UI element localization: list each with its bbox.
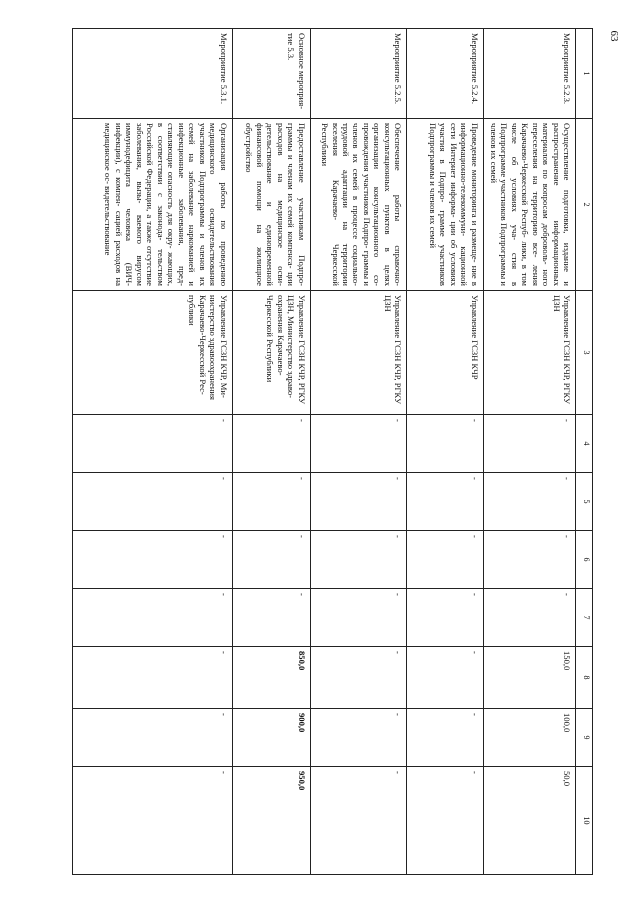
- value-cell: -: [310, 647, 407, 709]
- table-row: [483, 29, 575, 875]
- value-cell: -: [310, 415, 407, 473]
- column-number: 6: [576, 531, 593, 589]
- value-cell: -: [310, 589, 407, 647]
- value-cell: -: [483, 473, 575, 531]
- table-row: [73, 29, 233, 875]
- value-cell: 100,0: [483, 709, 575, 767]
- rotated-page-content: [72, 28, 593, 874]
- value-cell: 950,0: [232, 767, 310, 875]
- value-cell: -: [310, 767, 407, 875]
- measure-id: Основное мероприя- тие 5.3.: [232, 29, 310, 119]
- value-cell: -: [73, 709, 233, 767]
- column-number-row: [576, 29, 593, 875]
- measure-description: Проведение мониторинга и размеще- ние в информационно-телекоммуни- кационной сети Интернет информа- ции об условиях участия в Подпро- грамме участников Подпрограммы и членов их семей: [407, 119, 483, 291]
- value-cell: -: [407, 709, 483, 767]
- value-cell: 50,0: [483, 767, 575, 875]
- value-cell: 850,0: [232, 647, 310, 709]
- measure-id: Мероприятие 5.2.4.: [407, 29, 483, 119]
- column-number: 10: [576, 767, 593, 875]
- value-cell: -: [483, 415, 575, 473]
- measure-executor: Управление ГСЗН КЧР, РГКУ ЦЗН, Министерство здраво- охранения Карачаево- Черкесской Республики: [232, 291, 310, 415]
- value-cell: 150,0: [483, 647, 575, 709]
- program-table: [72, 28, 593, 875]
- value-cell: -: [407, 531, 483, 589]
- value-cell: -: [407, 767, 483, 875]
- value-cell: -: [310, 473, 407, 531]
- value-cell: -: [310, 709, 407, 767]
- column-number: 1: [576, 29, 593, 119]
- measure-description: Обеспечение работы справочно- консультационных пунктов в целях организации консультационного со- провождения участников Подпро- граммы и членов их семей в процессе социально-трудовой адаптации на территории вселения Карачаево- Черкесской Республики: [310, 119, 407, 291]
- value-cell: -: [232, 589, 310, 647]
- column-number: 7: [576, 589, 593, 647]
- measure-executor: Управление ГСЗН КЧР, РГКУ ЦЗН: [483, 291, 575, 415]
- measure-description: Осуществление подготовки, издание и распространение информационных материалов по вопросам доброволь- ного переселения на территорию все- ления Карачаево-Черкесской Респуб- лики, в том числе об условиях уча- стия в Подпрограмме участников Подпрограммы и членов их семей: [483, 119, 575, 291]
- value-cell: -: [232, 473, 310, 531]
- measure-description: Организация работы по проведению медицинского освидетельствования участников Подпрограммы и членов их семей на заболевание наркоманией и инфекционные заболевания, пред- ставляющие опасность для окру- жающих, в соответствии с законода- тельством Российской Федерации, а также отсутствие заболевания, вызы- ваемого вирусом иммунодефицита человека (ВИЧ-инфекции), с компен- сацией расходов на медицинское ос- видетельствование: [73, 119, 233, 291]
- column-number: 2: [576, 119, 593, 291]
- measure-id: Мероприятие 5.3.1.: [73, 29, 233, 119]
- value-cell: -: [73, 767, 233, 875]
- column-number: 4: [576, 415, 593, 473]
- measure-executor: Управление ГСЗН КЧР, Ми- нистерство здравоохранения Карачаево-Черкесской Рес- публики: [73, 291, 233, 415]
- value-cell: 900,0: [232, 709, 310, 767]
- value-cell: -: [310, 531, 407, 589]
- table-row: [407, 29, 483, 875]
- value-cell: -: [483, 589, 575, 647]
- measure-executor: Управление ГСЗН КЧР, РГКУ ЦЗН: [310, 291, 407, 415]
- table-row: [232, 29, 310, 875]
- value-cell: -: [73, 415, 233, 473]
- measure-description: Предоставление участникам Подпро- граммы и членам их семей компенса- ции расходов на медицинское осви- детельствование и единовременной финансовой помощи на жилищное обустройство: [232, 119, 310, 291]
- value-cell: -: [407, 647, 483, 709]
- measure-executor: Управление ГСЗН КЧР: [407, 291, 483, 415]
- value-cell: -: [407, 473, 483, 531]
- value-cell: -: [407, 589, 483, 647]
- value-cell: -: [73, 589, 233, 647]
- value-cell: -: [232, 415, 310, 473]
- measure-id: Мероприятие 5.2.3.: [483, 29, 575, 119]
- value-cell: -: [232, 531, 310, 589]
- value-cell: -: [73, 647, 233, 709]
- column-number: 9: [576, 709, 593, 767]
- column-number: 8: [576, 647, 593, 709]
- value-cell: -: [483, 531, 575, 589]
- column-number: 5: [576, 473, 593, 531]
- value-cell: -: [73, 473, 233, 531]
- page-number: 63: [608, 30, 620, 42]
- value-cell: -: [407, 415, 483, 473]
- table-row: [310, 29, 407, 875]
- value-cell: -: [73, 531, 233, 589]
- measure-id: Мероприятие 5.2.5.: [310, 29, 407, 119]
- column-number: 3: [576, 291, 593, 415]
